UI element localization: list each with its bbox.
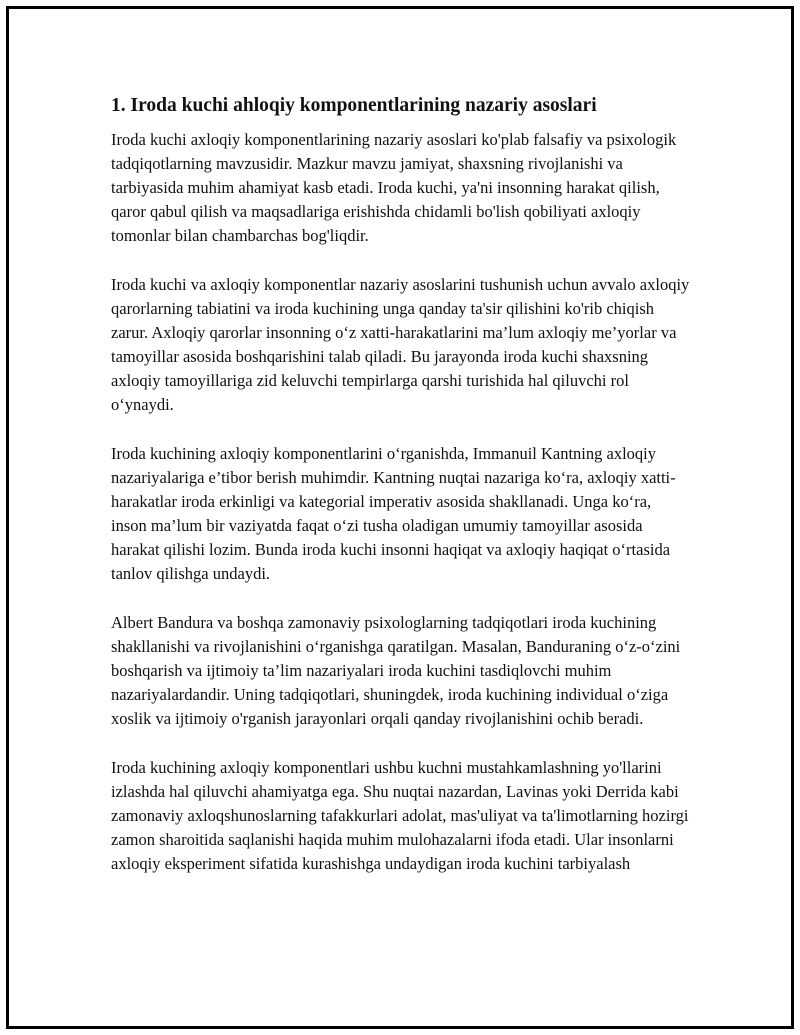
paragraph-5: Iroda kuchining axloqiy komponentlari ushbu kuchni mustahkamlashning yo'llarini izlashda hal qiluvchi ahamiyatga ega. Shu nuqtai nazardan, Lavinas yoki Derrida kabi zamonaviy axloqshunoslarning tafakkurlari adolat, mas'uliyat va ta'limotlarning hozirgi zamon sharoitida saqlanishi haqida muhim mulohazalarni ifoda etadi. Ular insonlarni axloqiy eksperiment sifatida kurashishga undaydigan iroda kuchini tarbiyalash <box>111 758 689 873</box>
paragraph-3: Iroda kuchining axloqiy komponentlarini o‘rganishda, Immanuil Kantning axloqiy nazariyalariga e’tibor berish muhimdir. Kantning nuqtai nazariga ko‘ra, axloqiy xatti-harakatlar iroda erkinligi va kategorial imperativ asosida shakllanadi. Unga ko‘ra, inson ma’lum bir vaziyatda faqat o‘zi tusha oladigan umumiy tamoyillar asosida harakat qilishi lozim. Bunda iroda kuchi insonni haqiqat va axloqiy haqiqat o‘rtasida tanlov qilishga undaydi. <box>111 444 676 583</box>
document-body <box>111 94 691 876</box>
paragraph-2: Iroda kuchi va axloqiy komponentlar nazariy asoslarini tushunish uchun avvalo axloqiy qarorlarning tabiatini va iroda kuchining unga qanday ta'sir qilishini ko'rib chiqish zarur. Axloqiy qarorlar insonning o‘z xatti-harakatlarini ma’lum axloqiy me’yorlar va tamoyillar asosida boshqarishini talab qiladi. Bu jarayonda iroda kuchi shaxsning axloqiy tamoyillariga zid keluvchi tempirlarga qarshi turishida hal qiluvchi rol o‘ynaydi. <box>111 275 690 414</box>
paragraph-4: Albert Bandura va boshqa zamonaviy psixologlarning tadqiqotlari iroda kuchining shakllanishi va rivojlanishini o‘rganishga qaratilgan. Masalan, Banduraning o‘z-o‘zini boshqarish va ijtimoiy ta’lim nazariyalari iroda kuchini tasdiqlovchi muhim nazariyalardandir. Uning tadqiqotlari, shuningdek, iroda kuchining individual o‘ziga xoslik va ijtimoiy o'rganish jarayonlari orqali qanday rivojlanishini ochib beradi. <box>111 613 681 728</box>
paragraph-1: Iroda kuchi axloqiy komponentlarining nazariy asoslari ko'plab falsafiy va psixologik tadqiqotlarning mavzusidir. Mazkur mavzu jamiyat, shaxsning rivojlanishi va tarbiyasida muhim ahamiyat kasb etadi. Iroda kuchi, ya'ni insonning harakat qilish, qaror qabul qilish va maqsadlariga erishishda chidamli bo'lish qobiliyati axloqiy tomonlar bilan chambarchas bog'liqdir. <box>111 130 677 245</box>
section-heading: 1. Iroda kuchi ahloqiy komponentlarining nazariy asoslari <box>111 95 597 116</box>
